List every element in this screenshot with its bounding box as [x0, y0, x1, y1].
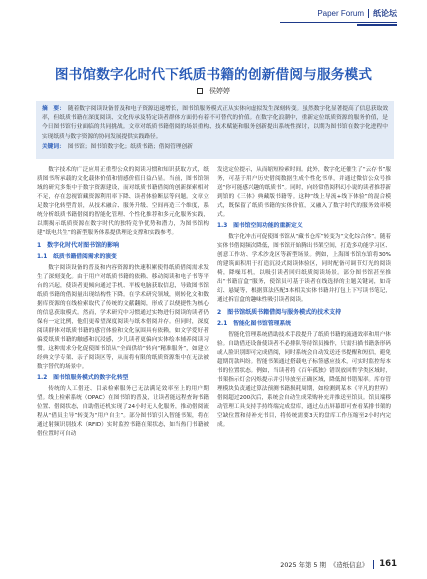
article-title: 图书馆数字化时代下纸质书籍的创新借阅与服务模式	[54, 67, 373, 83]
keywords	[42, 143, 388, 152]
left-column	[37, 166, 209, 558]
paragraph-1-3: 数字化冲击可促使图书馆从“藏书仓库”转变为“文化综合体”。随着实体书借阅频次降低，图书馆开始腾出书架空间，打造多功能学习区、创意工作坊、学术沙龙区等新型场景。例如，上海图书馆东馆将30%的建筑面积用于打造沉浸式阅读体验区，同时配备可调节灯光的阅读椅，降噪耳机，以吸引读者回归纸质阅读场景。部分图书馆甚至推出“书籍盲盒”服务，使馆员可基于读者在线选择的主题关键词，如奇幻、悬疑等，根据算法匹配3本相关实体书籍并打包上下写读书笔记，通过拆盲盒的趣味性吸引读者阅读。	[217, 233, 391, 304]
paragraph-1-1: 数字阅读设备的普及和内容资源的快速积累使得纸质借阅需求发生了深刻变化。由于用户对纸质书籍的依赖、移动阅读和电子书等平台的兴起，使读者更倾向通过手机、平板电脑获取信息，导致图书馆纸质书籍的借阅量出现结构性下降。在学术研究领域，则转化文和数据库资源的在线检索取代了传统的文献翻阅，形成了以便捷性为核心的信息获取模式。然而，学术研究中习惯通过实物进行阅读的读者仍保有一定比例，他们更希望深度阅读与纸本借阅并存。但同时，深度阅读群体对纸质书籍的感官体验和文化氛围具有依赖，如文学爱好者偏爱纸质书籍的触感和沉浸感，少儿读者更偏向实体绘本辅养阅读习惯。这种需求分化促使图书馆从“全面供给”转向“精准服务”，如建立经典文学专架、亲子阅读区等，从而将有限的纸质资源集中在无法被数字替代的场景中。	[37, 264, 209, 371]
right-column	[217, 166, 391, 558]
subsection-heading-1-3: 1.3 图书馆空间功能的重新定义	[217, 223, 303, 230]
paragraph-1-2: 传统的人工借还、目录检索服务已无法满足效率至上的用户期望。线上检索系统（OPAC）在图书馆的普及，让读者能远程查询书籍位置、借阅状态，自助借还机实现了24小时无人化服务，推动借阅流程从“借员主导”转变为“用户自主”。部分图书馆引入智能书架，将在通过射频识别技术（RFID）实时监控书籍在架状态，如当热门书籍被借位置时可自动	[37, 385, 209, 438]
author-line	[0, 86, 427, 96]
footer-divider	[373, 560, 374, 569]
page-footer	[280, 559, 397, 569]
header-rule	[280, 22, 397, 23]
intro-paragraph: 数字技术的广泛应用正重塑公众的阅读习惯和知识获取方式，纸质图书所承载的文化载体价值和情感价值日益凸显。当前，图书馆领域的研究多集中于数字资源建设，而对纸质书籍借阅的创新探索相对不足，存在忽视馆藏资源利用率下降、读者体验断层等问题。文章立足数字化转型背景，从技术融合、服务升级、空间再造三个维度，系统分析纸质书籍借阅的智能化管理、个性化推荐和多元化服务实践，以期揭示纸质资源在数字时代的独特竞争优势和潜力，为图书馆构建“纸电共生”的新型服务体系提供理论支撑和实践参考。	[37, 167, 209, 237]
footer-journal: 《造纸信息》	[329, 560, 369, 569]
subsection-heading-2-1: 2.1 智能化图书馆管理系统	[217, 321, 292, 328]
subsection-heading-1-2: 1.2 图书馆服务模式的数字化转型	[37, 375, 129, 382]
section-heading-2: 2 图书馆纸质书籍借阅与服务模式的技术支持	[217, 309, 342, 317]
running-header	[317, 6, 397, 20]
section-heading-1: 1 数字化时代对图书馆的影响	[37, 242, 120, 250]
header-column-name: 纸论坛	[373, 8, 397, 18]
header-section-name: Paper Forum	[317, 8, 364, 18]
keywords-text: 图书馆；图书馆数字化；纸质书籍；借阅管理创新	[67, 143, 193, 150]
keywords-label: 关键词：	[42, 143, 65, 150]
paragraph-2-1: 智能化管理系统借助技术手段提升了纸质书籍的流通效率和用户体验。自助借还设备使读者不必排队等待馆员操作，只需扫描书籍条形码或人脸识别即可完成借阅，同时系统会自动发送还书提醒和短信，避免超期罚款纠纷。智能书架通过搭载电子标签感应技术，可实时监控每本书的位置状态。例如，当读者将《百年孤独》错误放回哲学类区域时，书架指示灯会闪烁提示并引导放至正确区域，降低图书错架率。库存管理模块负责通过算法预测书籍损耗周期，如检测到某本《平凡的世界》借阅超过200次后，系统会自动生成采购补充并推送至馆员。馆员端移动管理工具支持手持终端完成盘库，通过点击屏幕即可查看某排书架的空缺位置和待补充书目，将传统需要3天的盘库工作压缩至2小时内完成。	[217, 331, 391, 429]
author-marker-icon	[197, 88, 203, 94]
abstract-text: 随着数字阅读设备普及和电子资源迅速增长，图书馆服务模式正从实体向虚拟发生深刻转变。虽然数字化显著提高了信息获取效率，但纸质书籍在深度阅读、文化传承及特定读者群体方面仍有着不可替代的价值。在数字化浪潮中，重新定位纸质资源的服务价值，是今日图书馆行业面临的共同挑战。文章对纸质书籍借阅的场景重构、技术赋能和服务创新提出系统性探讨，以期为图书馆在数字化进程中实现纸质与数字资源的协同发展提供实践路径。	[42, 106, 389, 140]
page-number: 161	[379, 559, 397, 569]
paragraph-1-2-cont: 发送定位提示，从而缩短检索时间。此外，数字化还催生了“云存书”服务，可基于用户历史借阅数据生成个性化书单，并通过微信公众号推送“你可能感兴趣的纸质书”。同时，向经常借阅科幻小说的读者推荐新到馆的《三体》典藏版书籍等。这种“线上导流+线下体验”的混合模式，既保留了纸质书籍的实体价值，又融入了数字时代的服务效率模式。	[217, 167, 391, 219]
abstract-label: 摘 要：	[42, 106, 65, 112]
abstract	[42, 105, 388, 142]
author-name: 侯婷婷	[209, 87, 230, 95]
header-accent-bar	[357, 24, 397, 26]
header-divider	[368, 9, 369, 18]
abstract-box	[36, 101, 394, 159]
footer-issue: 2025 年第 5 期	[280, 560, 326, 569]
subsection-heading-1-1: 1.1 纸质书籍借阅需求的演变	[37, 254, 117, 261]
